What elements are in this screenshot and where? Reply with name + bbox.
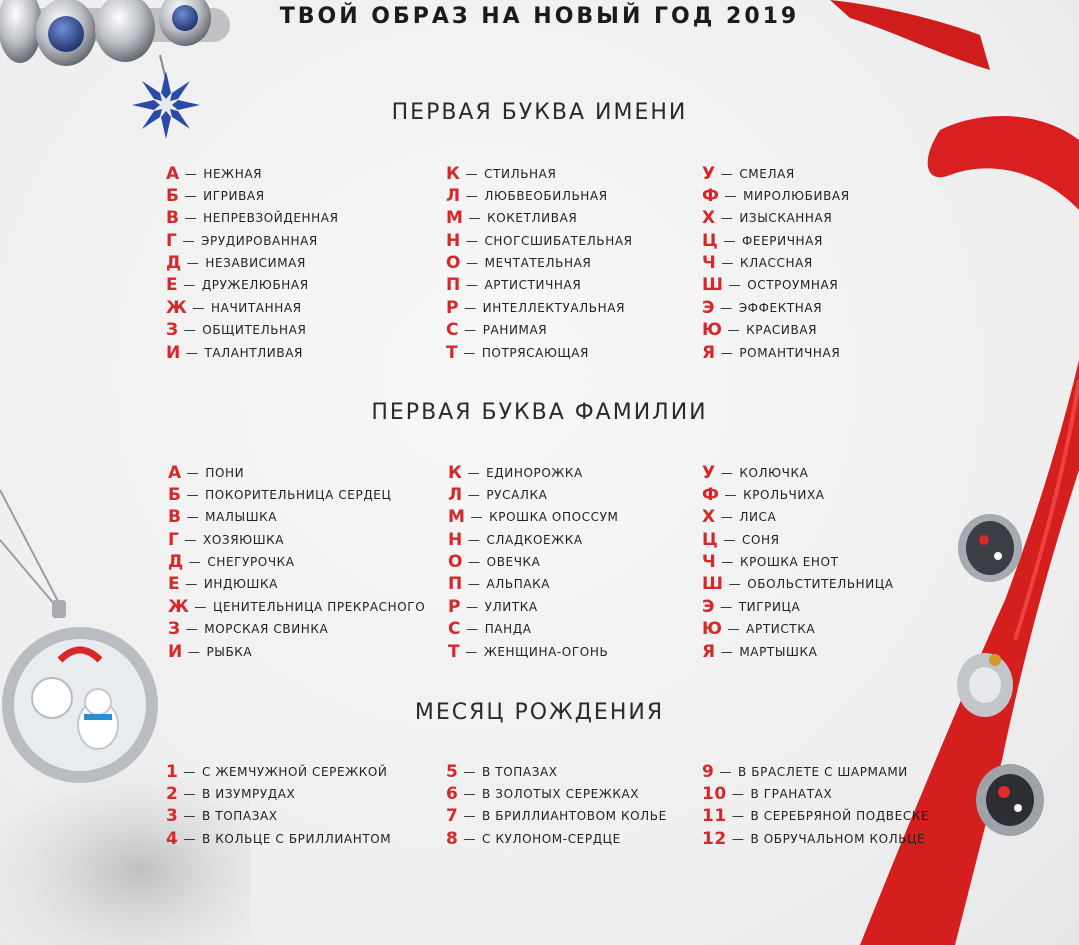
list-item-key: Ц bbox=[702, 230, 719, 251]
list-item-value: АЛЬПАКА bbox=[486, 577, 551, 592]
list-item-key: Ю bbox=[702, 320, 723, 341]
list-item-dash: — bbox=[731, 786, 745, 801]
list-item-dash: — bbox=[727, 323, 741, 338]
list-item-dash: — bbox=[183, 831, 197, 846]
list-item-key: 5 bbox=[446, 761, 459, 782]
list-item-value: КРОШКА ОПОССУМ bbox=[489, 510, 619, 525]
list-item-dash: — bbox=[728, 577, 742, 592]
list-item-key: Ф bbox=[702, 185, 720, 206]
list-item-key: 8 bbox=[446, 828, 459, 849]
list-item-value: ОБОЛЬСТИТЕЛЬНИЦА bbox=[747, 577, 894, 592]
list-item-value: ЕДИНОРОЖКА bbox=[486, 465, 583, 480]
list-item-value: КОКЕТЛИВАЯ bbox=[487, 211, 578, 226]
list-item-key: 4 bbox=[166, 828, 179, 849]
list-item-value: ИГРИВАЯ bbox=[203, 188, 265, 203]
list-item-key: Б bbox=[168, 484, 182, 505]
list-item-key: А bbox=[166, 163, 180, 184]
list-item-dash: — bbox=[465, 278, 479, 293]
list-item-value: В ТОПАЗАХ bbox=[482, 764, 558, 779]
list-item-dash: — bbox=[465, 644, 478, 659]
charm-decoration bbox=[940, 500, 1079, 860]
list-item-key: Ш bbox=[702, 275, 724, 296]
list-item-value: ИЗЫСКАННАЯ bbox=[739, 211, 833, 226]
list-item-key: М bbox=[448, 507, 466, 528]
list-item bbox=[446, 782, 667, 804]
list-item-dash: — bbox=[184, 532, 198, 547]
list-item-value: С ЖЕМЧУЖНОЙ СЕРЕЖКОЙ bbox=[202, 764, 388, 779]
list-item-key: С bbox=[448, 619, 462, 640]
list-item-value: В БРАСЛЕТЕ С ШАРМАМИ bbox=[738, 764, 908, 779]
list-item-dash: — bbox=[185, 577, 198, 592]
list-item-key: Р bbox=[448, 596, 462, 617]
list-item-key: Х bbox=[702, 507, 716, 528]
list-item-key: М bbox=[446, 208, 464, 229]
list-item bbox=[166, 207, 339, 229]
list-item-value: СМЕЛАЯ bbox=[739, 166, 795, 181]
list-item-value: С КУЛОНОМ-СЕРДЦЕ bbox=[482, 831, 621, 846]
list-item bbox=[702, 528, 894, 550]
list-item-value: В ТОПАЗАХ bbox=[202, 809, 278, 824]
list-item-key: 12 bbox=[702, 828, 727, 849]
list-item-value: ЦЕНИТЕЛЬНИЦА ПРЕКРАСНОГО bbox=[213, 599, 426, 614]
list-item bbox=[448, 573, 618, 595]
list-item-dash: — bbox=[185, 622, 199, 637]
list-item-key: Т bbox=[446, 342, 459, 363]
list-item bbox=[446, 760, 667, 782]
list-item-key: 11 bbox=[702, 806, 727, 827]
list-item-key: 3 bbox=[166, 806, 179, 827]
section-heading-birth-month: МЕСЯЦ РОЖДЕНИЯ bbox=[414, 700, 665, 725]
list-item-value: РУСАЛКА bbox=[486, 487, 548, 502]
list-item-key: Р bbox=[446, 297, 460, 318]
list-item bbox=[166, 162, 339, 184]
list-item-dash: — bbox=[194, 599, 208, 614]
list-item-key: З bbox=[168, 619, 181, 640]
list-item-dash: — bbox=[192, 300, 206, 315]
list-item bbox=[166, 184, 339, 206]
list-item bbox=[168, 528, 425, 550]
list-item bbox=[446, 296, 633, 318]
list-item-value: НЕПРЕВЗОЙДЕННАЯ bbox=[203, 211, 339, 226]
list-item-dash: — bbox=[186, 256, 200, 271]
list-item-dash: — bbox=[183, 278, 196, 293]
list-item bbox=[446, 229, 633, 251]
list-item-key: Ч bbox=[702, 552, 717, 573]
list-item-key: В bbox=[166, 208, 180, 229]
list-item bbox=[702, 483, 894, 505]
list-item-dash: — bbox=[720, 644, 734, 659]
list-item bbox=[702, 760, 929, 782]
list-item bbox=[702, 341, 850, 363]
list-item-dash: — bbox=[720, 211, 734, 226]
list-item-dash: — bbox=[723, 233, 736, 248]
list-item-key: Ш bbox=[702, 574, 724, 595]
list-item-value: АРТИСТИЧНАЯ bbox=[484, 278, 582, 293]
list-item-dash: — bbox=[182, 233, 196, 248]
first-name-column-1 bbox=[166, 162, 339, 364]
list-item-value: ЛЮБВЕОБИЛЬНАЯ bbox=[484, 188, 608, 203]
list-item-key: Ц bbox=[702, 529, 719, 550]
list-item-key: Е bbox=[166, 275, 179, 296]
list-item-value: ПОНИ bbox=[205, 465, 245, 480]
list-item-dash: — bbox=[731, 831, 745, 846]
list-item bbox=[166, 274, 339, 296]
list-item-key: А bbox=[168, 462, 182, 483]
list-item bbox=[702, 573, 894, 595]
section-heading-first-name: ПЕРВАЯ БУКВА ИМЕНИ bbox=[391, 100, 688, 125]
list-item-dash: — bbox=[727, 622, 741, 637]
list-item-key: 9 bbox=[702, 761, 715, 782]
list-item-dash: — bbox=[721, 555, 734, 570]
list-item-key: Т bbox=[448, 641, 461, 662]
list-item-dash: — bbox=[184, 188, 198, 203]
list-item-dash: — bbox=[464, 300, 477, 315]
list-item-value: НЕЖНАЯ bbox=[203, 166, 263, 181]
list-item-key: Д bbox=[168, 552, 184, 573]
list-item-value: СЛАДКОЕЖКА bbox=[486, 532, 583, 547]
list-item-dash: — bbox=[465, 166, 479, 181]
list-item bbox=[446, 274, 633, 296]
list-item bbox=[168, 573, 425, 595]
list-item-value: ПОКОРИТЕЛЬНИЦА СЕРДЕЦ bbox=[205, 487, 392, 502]
list-item-key: П bbox=[448, 574, 463, 595]
list-item-dash: — bbox=[720, 300, 733, 315]
list-item-value: РЫБКА bbox=[206, 644, 253, 659]
first-name-column-2 bbox=[446, 162, 633, 364]
list-item-key: В bbox=[168, 507, 182, 528]
list-item-value: РАНИМАЯ bbox=[482, 323, 548, 338]
list-item-value: КРОШКА ЕНОТ bbox=[739, 555, 839, 570]
list-item bbox=[702, 184, 850, 206]
birth-month-column-2 bbox=[446, 760, 667, 850]
list-item-key: Э bbox=[702, 596, 716, 617]
list-item bbox=[702, 229, 850, 251]
list-item-dash: — bbox=[466, 622, 479, 637]
list-item bbox=[702, 640, 894, 662]
list-item-key: У bbox=[702, 163, 716, 184]
list-item-value: В ОБРУЧАЛЬНОМ КОЛЬЦЕ bbox=[750, 831, 926, 846]
list-item bbox=[702, 319, 850, 341]
page-title: ТВОЙ ОБРАЗ НА НОВЫЙ ГОД 2019 bbox=[279, 4, 800, 29]
list-item-key: Л bbox=[448, 484, 463, 505]
list-item bbox=[702, 296, 850, 318]
list-item-value: ТИГРИЦА bbox=[738, 599, 801, 614]
list-item-value: МОРСКАЯ СВИНКА bbox=[204, 622, 329, 637]
birth-month-column-3 bbox=[702, 760, 929, 850]
list-item-dash: — bbox=[724, 188, 738, 203]
list-item-value: ОБЩИТЕЛЬНАЯ bbox=[202, 323, 307, 338]
list-item-dash: — bbox=[467, 487, 481, 502]
list-item-dash: — bbox=[464, 323, 477, 338]
list-item-dash: — bbox=[719, 764, 733, 779]
list-item-key: Ж bbox=[166, 297, 188, 318]
list-item-dash: — bbox=[463, 831, 477, 846]
list-item bbox=[702, 274, 850, 296]
list-item-key: К bbox=[446, 163, 461, 184]
list-item-dash: — bbox=[468, 555, 481, 570]
list-item-key: Н bbox=[448, 529, 463, 550]
list-item-key: Н bbox=[446, 230, 461, 251]
list-item bbox=[448, 506, 618, 528]
list-item-dash: — bbox=[470, 510, 484, 525]
list-item-value: КОЛЮЧКА bbox=[739, 465, 809, 480]
list-item-dash: — bbox=[184, 166, 198, 181]
list-item-key: И bbox=[168, 641, 183, 662]
list-item bbox=[702, 595, 894, 617]
list-item-dash: — bbox=[467, 577, 481, 592]
list-item-value: ПАНДА bbox=[484, 622, 532, 637]
list-item-key: Е bbox=[168, 574, 181, 595]
list-item-value: В ЗОЛОТЫХ СЕРЕЖКАХ bbox=[482, 786, 640, 801]
list-item bbox=[448, 640, 618, 662]
list-item bbox=[166, 319, 339, 341]
list-item bbox=[448, 483, 618, 505]
list-item-value: ОВЕЧКА bbox=[486, 555, 541, 570]
list-item-key: Г bbox=[166, 230, 178, 251]
list-item-value: НЕЗАВИСИМАЯ bbox=[205, 256, 306, 271]
list-item-key: К bbox=[448, 462, 463, 483]
list-item-key: 7 bbox=[446, 806, 459, 827]
list-item-key: Я bbox=[702, 641, 716, 662]
list-item-value: ДРУЖЕЛЮБНАЯ bbox=[201, 278, 309, 293]
list-item bbox=[446, 341, 633, 363]
list-item-dash: — bbox=[465, 233, 479, 248]
list-item bbox=[446, 184, 633, 206]
list-item-value: ПОТРЯСАЮЩАЯ bbox=[481, 345, 590, 360]
list-item-key: О bbox=[446, 253, 462, 274]
list-item bbox=[448, 551, 618, 573]
list-item-key: С bbox=[446, 320, 460, 341]
list-item-value: ЛИСА bbox=[739, 510, 777, 525]
list-item bbox=[166, 827, 391, 849]
list-item-key: 6 bbox=[446, 783, 459, 804]
list-item-value: В СЕРЕБРЯНОЙ ПОДВЕСКЕ bbox=[750, 809, 930, 824]
list-item-key: У bbox=[702, 462, 716, 483]
list-item bbox=[446, 252, 633, 274]
last-name-column-2 bbox=[448, 461, 618, 663]
list-item-value: КЛАССНАЯ bbox=[739, 256, 813, 271]
last-name-column-3 bbox=[702, 461, 894, 663]
list-item-dash: — bbox=[183, 809, 197, 824]
list-item-dash: — bbox=[720, 599, 733, 614]
list-item bbox=[448, 528, 618, 550]
list-item-dash: — bbox=[465, 188, 479, 203]
list-item bbox=[702, 782, 929, 804]
list-item-dash: — bbox=[728, 278, 742, 293]
list-item bbox=[702, 461, 894, 483]
list-item-dash: — bbox=[463, 786, 477, 801]
list-item bbox=[702, 207, 850, 229]
list-item bbox=[448, 618, 618, 640]
list-item-dash: — bbox=[723, 532, 736, 547]
list-item-dash: — bbox=[466, 599, 479, 614]
list-item-key: Г bbox=[168, 529, 180, 550]
first-name-column-3 bbox=[702, 162, 850, 364]
list-item-value: В ГРАНАТАХ bbox=[750, 786, 833, 801]
list-item-dash: — bbox=[468, 211, 482, 226]
list-item-value: НАЧИТАННАЯ bbox=[211, 300, 302, 315]
list-item-value: ЭРУДИРОВАННАЯ bbox=[201, 233, 318, 248]
list-item bbox=[702, 805, 929, 827]
list-item bbox=[702, 252, 850, 274]
list-item-value: МИРОЛЮБИВАЯ bbox=[743, 188, 850, 203]
list-item-value: ИНТЕЛЛЕКТУАЛЬНАЯ bbox=[482, 300, 626, 315]
list-item-key: З bbox=[166, 320, 179, 341]
list-item-key: Ж bbox=[168, 596, 190, 617]
list-item bbox=[446, 162, 633, 184]
list-item bbox=[166, 252, 339, 274]
list-item-key: 1 bbox=[166, 761, 179, 782]
list-item bbox=[446, 207, 633, 229]
list-item-value: КРОЛЬЧИХА bbox=[743, 487, 825, 502]
list-item bbox=[702, 551, 894, 573]
list-item bbox=[168, 640, 425, 662]
list-item-value: ЭФФЕКТНАЯ bbox=[738, 300, 823, 315]
list-item-dash: — bbox=[467, 532, 481, 547]
list-item-value: В КОЛЬЦЕ С БРИЛЛИАНТОМ bbox=[202, 831, 392, 846]
list-item bbox=[446, 319, 633, 341]
list-item bbox=[168, 483, 425, 505]
list-item bbox=[702, 162, 850, 184]
list-item-key: Я bbox=[702, 342, 716, 363]
list-item-dash: — bbox=[187, 644, 201, 659]
list-item-dash: — bbox=[186, 510, 200, 525]
list-item-dash: — bbox=[183, 323, 197, 338]
list-item-key: О bbox=[448, 552, 464, 573]
list-item-value: МЕЧТАТЕЛЬНАЯ bbox=[484, 256, 592, 271]
list-item-value: МАЛЫШКА bbox=[205, 510, 278, 525]
list-item-value: ИНДЮШКА bbox=[203, 577, 278, 592]
list-item-value: АРТИСТКА bbox=[746, 622, 816, 637]
list-item-dash: — bbox=[720, 166, 734, 181]
list-item bbox=[166, 805, 391, 827]
list-item-key: 2 bbox=[166, 783, 179, 804]
list-item bbox=[702, 827, 929, 849]
list-item-key: Ф bbox=[702, 484, 720, 505]
list-item-dash: — bbox=[463, 809, 477, 824]
list-item bbox=[166, 341, 339, 363]
list-item-dash: — bbox=[731, 809, 745, 824]
list-item-dash: — bbox=[720, 345, 734, 360]
list-item-value: СТИЛЬНАЯ bbox=[484, 166, 557, 181]
list-item-dash: — bbox=[724, 487, 738, 502]
list-item-dash: — bbox=[186, 487, 200, 502]
list-item-dash: — bbox=[463, 764, 477, 779]
birth-month-column-1 bbox=[166, 760, 391, 850]
list-item-key: 10 bbox=[702, 783, 727, 804]
list-item-key: Л bbox=[446, 185, 461, 206]
list-item bbox=[446, 805, 667, 827]
list-item-dash: — bbox=[466, 256, 479, 271]
list-item-dash: — bbox=[184, 211, 198, 226]
list-item bbox=[168, 618, 425, 640]
list-item-key: И bbox=[166, 342, 181, 363]
list-item-dash: — bbox=[183, 786, 197, 801]
list-item-key: Ю bbox=[702, 619, 723, 640]
list-item-dash: — bbox=[186, 465, 200, 480]
list-item-dash: — bbox=[721, 256, 734, 271]
list-item-value: ЖЕНЩИНА-ОГОНЬ bbox=[483, 644, 609, 659]
last-name-column-1 bbox=[168, 461, 425, 663]
list-item bbox=[168, 506, 425, 528]
list-item-value: СОНЯ bbox=[741, 532, 780, 547]
list-item-value: УЛИТКА bbox=[484, 599, 538, 614]
list-item bbox=[702, 506, 894, 528]
list-item-key: П bbox=[446, 275, 461, 296]
list-item bbox=[166, 229, 339, 251]
list-item-key: Б bbox=[166, 185, 180, 206]
list-item bbox=[166, 296, 339, 318]
list-item-dash: — bbox=[183, 764, 197, 779]
list-item bbox=[448, 461, 618, 483]
list-item-dash: — bbox=[185, 345, 199, 360]
list-item-key: Х bbox=[702, 208, 716, 229]
list-item-value: СНЕГУРОЧКА bbox=[207, 555, 295, 570]
list-item-value: В БРИЛЛИАНТОВОМ КОЛЬЕ bbox=[482, 809, 667, 824]
list-item-value: ХОЗЯЮШКА bbox=[203, 532, 285, 547]
list-item-value: В ИЗУМРУДАХ bbox=[202, 786, 296, 801]
list-item-value: СНОГСШИБАТЕЛЬНАЯ bbox=[484, 233, 633, 248]
list-item-dash: — bbox=[188, 555, 202, 570]
list-item-value: КРАСИВАЯ bbox=[746, 323, 818, 338]
list-item bbox=[166, 782, 391, 804]
list-item bbox=[448, 595, 618, 617]
list-item bbox=[168, 551, 425, 573]
list-item-value: РОМАНТИЧНАЯ bbox=[739, 345, 841, 360]
section-heading-last-name: ПЕРВАЯ БУКВА ФАМИЛИИ bbox=[371, 400, 708, 425]
list-item bbox=[168, 461, 425, 483]
list-item-value: ФЕЕРИЧНАЯ bbox=[741, 233, 823, 248]
list-item-dash: — bbox=[463, 345, 476, 360]
list-item-dash: — bbox=[720, 510, 734, 525]
list-item bbox=[446, 827, 667, 849]
list-item-dash: — bbox=[467, 465, 481, 480]
list-item-value: ОСТРОУМНАЯ bbox=[747, 278, 839, 293]
list-item bbox=[166, 760, 391, 782]
list-item-value: ТАЛАНТЛИВАЯ bbox=[204, 345, 303, 360]
list-item bbox=[168, 595, 425, 617]
list-item-key: Д bbox=[166, 253, 182, 274]
list-item-key: Ч bbox=[702, 253, 717, 274]
list-item-value: МАРТЫШКА bbox=[739, 644, 818, 659]
list-item bbox=[702, 618, 894, 640]
list-item-dash: — bbox=[720, 465, 734, 480]
list-item-key: Э bbox=[702, 297, 716, 318]
